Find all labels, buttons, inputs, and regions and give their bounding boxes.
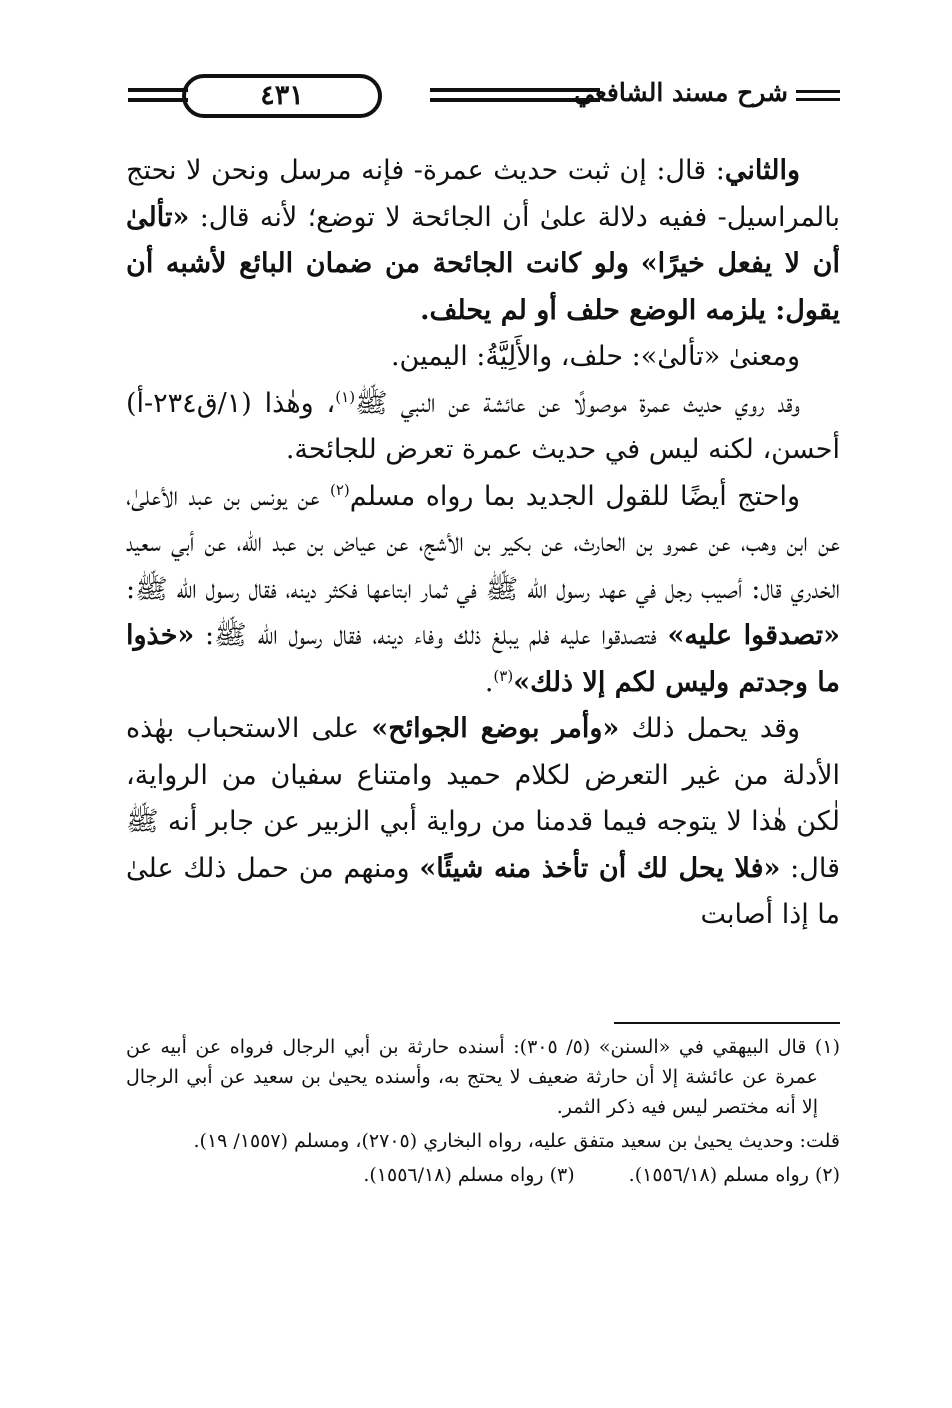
header-double-rule <box>430 88 600 102</box>
hadith-quote: «وأمر بوضع الجوائح» <box>371 713 620 744</box>
text-run: ، وهٰذا (١/ق٢٣٤-أ) أحسن، لكنه ليس في حديث عمرة تعرض للجائحة. <box>126 387 840 465</box>
running-title: شرح مسند الشافعي <box>574 78 788 107</box>
paragraph-lead: والثاني <box>724 155 800 186</box>
main-text <box>126 148 840 939</box>
footnote-ref[interactable]: (١) <box>335 387 356 406</box>
bold-text-run: ولو كانت الجائحة من ضمان البائع لأشبه أن يقول: يلزمه الوضع حلف أو لم يحلف. <box>126 248 840 326</box>
text-run: فتصدقوا عليه فلم يبلغ ذلك وفاء دينه، فقال رسول الله ﷺ: <box>194 620 668 651</box>
header-title-mark <box>796 90 840 101</box>
paragraph <box>126 706 840 939</box>
footnote-1: (١) قال البيهقي في «السنن» (٥/ ٣٠٥): أسنده حارثة بن أبي الرجال فرواه عن أبيه عن عمرة عن عائشة إلا أن حارثة ضعيف لا يحتج به، وأسنده يحيىٰ بن سعيد عن أبي الرجال إلا أنه مختصر ليس فيه ذكر الثمر. <box>126 1036 840 1118</box>
paragraph <box>126 148 840 334</box>
hadith-quote: «خذوا ما وجدتم وليس لكم إلا ذلك» <box>126 620 840 698</box>
hadith-quote: «فلا يحل لك أن تأخذ منه شيئًا» <box>419 852 781 884</box>
text-run <box>629 248 641 279</box>
footnote-ref[interactable]: (٢) <box>329 480 350 499</box>
hadith-quote: «تألىٰ أن لا يفعل خيرًا» <box>126 201 840 279</box>
text-run: ومنهم من حمل ذلك علىٰ ما إذا أصابت <box>126 852 840 930</box>
text-run: عن يونس بن عبد الأعلىٰ، عن ابن وهب، عن عمرو بن الحارث، عن بكير بن الأشج، عن عياض بن عبد الله، عن أبي سعيد الخدري قال: أصيب رجل في عهد رسول الله ﷺ في ثمار ابتاعها فكثر دينه، فقال رسول الله ﷺ: <box>126 480 840 605</box>
hadith-quote: «تصدقوا عليه» <box>667 620 841 651</box>
text-run: . <box>484 666 494 698</box>
text-run: : قال: إن ثبت حديث عمرة- فإنه مرسل ونحن لا نحتج بالمراسيل- ففيه دلالة علىٰ أن الجائحة لا توضع؛ لأنه قال: <box>126 155 840 233</box>
footnote-2: (٢) رواه مسلم (١٥٥٦/١٨). <box>628 1164 840 1186</box>
footnote-row <box>126 1160 840 1190</box>
page-header <box>128 70 840 124</box>
paragraph <box>126 474 840 707</box>
header-double-rule-end <box>128 88 188 102</box>
footnotes <box>126 1032 840 1190</box>
paragraph <box>126 381 840 474</box>
page-number: ٤٣١ <box>182 74 382 118</box>
footnote-1-note: قلت: وحديث يحيىٰ بن سعيد متفق عليه، رواه البخاري (٢٧٠٥)، ومسلم (١٥٥٧/ ١٩). <box>193 1130 840 1152</box>
text-run: واحتج أيضًا للقول الجديد بما رواه مسلم <box>349 480 800 512</box>
text-run: وقد روي حديث عمرة موصولًا عن عائشة عن النبي ﷺ <box>355 387 800 419</box>
paragraph: ومعنىٰ «تألىٰ»: حلف، والأَلِيَّةُ: اليمين. <box>390 341 800 372</box>
footnote-3: (٣) رواه مسلم (١٥٥٦/١٨). <box>363 1164 575 1186</box>
footnote-separator <box>614 1022 840 1024</box>
text-run: وقد يحمل ذلك <box>619 713 800 744</box>
footnote-ref[interactable]: (٣) <box>493 666 514 685</box>
text-run: على الاستحباب بهٰذه الأدلة من غير التعرض لكلام حميد وامتناع سفيان من الرواية، لٰكن هٰذا لا يتوجه فيما قدمنا من رواية أبي الزبير عن جابر أنه ﷺ قال: <box>126 713 841 884</box>
